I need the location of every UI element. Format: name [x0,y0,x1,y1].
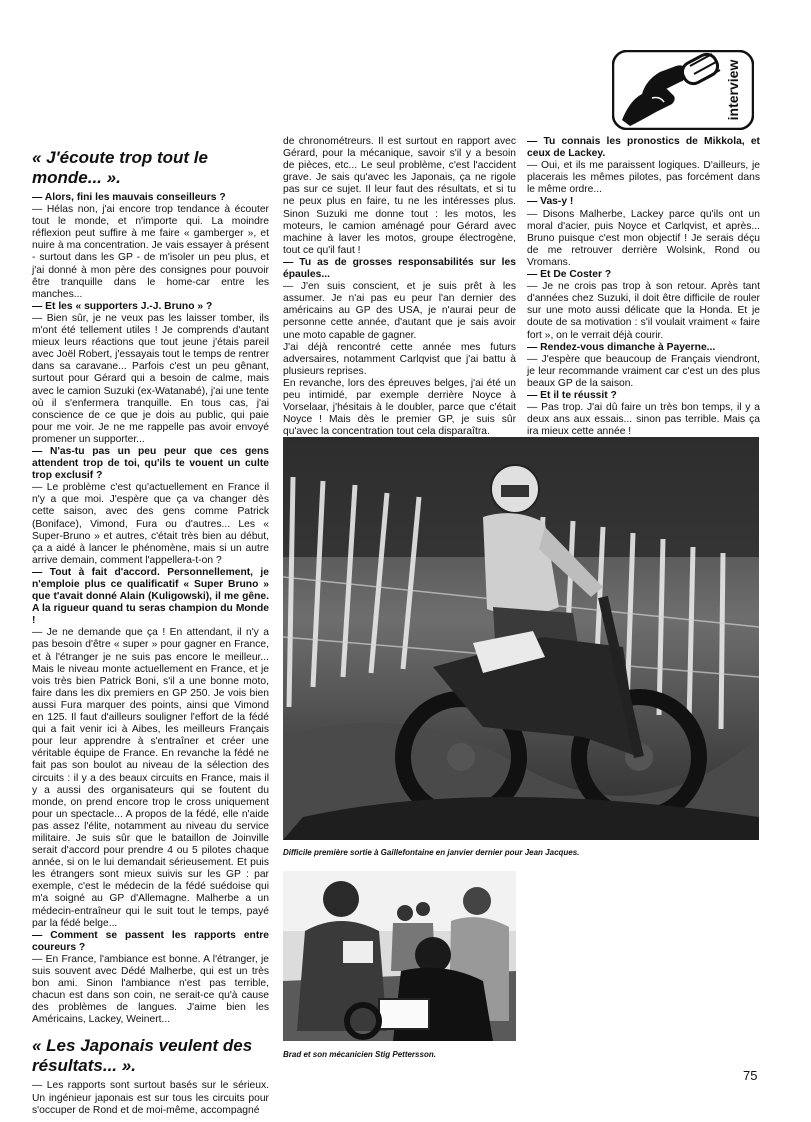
interview-answer: — Disons Malherbe, Lackey parce qu'ils ont un moral d'acier, puis Noyce et Carlqvist, et après... Bruno puisque c'est mon objectif ! Je serais déçu de me retrouver derrière Wolsink, Rond ou Vromans. [527,208,760,268]
interview-answer: — J'espère que beaucoup de Français viendront, je leur recommande vraiment car c'est un des plus beaux GP de la saison. [527,353,760,389]
interview-answer: J'ai déjà rencontré cette année mes futurs adversaires, notamment Carlqvist que j'ai battu à plusieurs reprises. [283,341,516,377]
interview-answer: — Hélas non, j'ai encore trop tendance à écouter tout le monde, et n'importe qui. La moindre réflexion peut suffire à me faire « gamberger », et nuire à ma concentration. Je vais essayer à présent - surtout dans les GP - de m'isoler un peu plus, et j'ai donné à mon père des consignes pour pouvoir être tranquille dans le home-car entre les manches... [32,204,269,300]
interview-answer: — Oui, et ils me paraissent logiques. D'ailleurs, je placerais les mêmes pilotes, pas forcément dans le même ordre... [527,160,760,196]
interview-question: — Rendez-vous dimanche à Payerne... [527,341,716,353]
section-heading-2: « Les Japonais veulent des résultats... ». [32,1036,253,1076]
mechanic-image [283,871,516,1041]
interview-question: — Alors, fini les mauvais conseilleurs ? [32,192,226,203]
column-2-paragraphs [283,136,516,438]
motocross-rider-image [283,437,759,840]
page-number: 75 [743,1068,758,1083]
article-column-1 [32,148,269,1117]
interview-answer: — Les rapports sont surtout basés sur le sérieux. Un ingénieur japonais est sur tous les circuits pour s'occuper de Rond et de moi-même, accompagné [32,1080,269,1116]
interview-badge [612,50,754,130]
main-photo-caption: Difficile première sortie à Gaillefontaine en janvier dernier pour Jean Jacques. [283,848,580,857]
article-column-3 [527,136,760,438]
interview-question: — N'as-tu pas un peu peur que ces gens attendent trop de toi, qu'ils te vouent un culte trop exclusif ? [32,445,269,482]
interview-question: — Tout à fait d'accord. Personnellement, je n'emploie plus ce qualificatif « Super Bruno » que t'avait donné Alain (Kuligowski), il me gêne. A la rigueur quand tu seras champion du Monde ! [32,566,269,627]
main-photo [283,437,759,840]
interview-answer: — J'en suis conscient, et je suis prêt à les assumer. Je n'ai pas eu peur l'an dernier des américains au GP des USA, je n'aurai peur de personne cette année, d'autant que je sais avoir une moto capable de gagner. [283,281,516,341]
interview-answer: — Je ne crois pas trop à son retour. Après tant d'années chez Suzuki, il doit être difficile de rouler sur une moto aussi délicate que la Honda. Et je doute de sa motivation : s'il voulait vraiment « faire fort », on le verrait déjà courir. [527,281,760,341]
interview-answer: — Le problème c'est qu'actuellement en France il n'y a que moi. J'espère que ça va changer dès cette saison, avec des gens comme Patrick (Boniface), Vimond, Fura ou d'autres... Les « Super-Bruno » et autres, c'était très bien au début, ça a aidé à lancer le phénomène, mais si un autre arrive demain, comment l'appellera-t-on ? [32,482,269,566]
second-photo-caption: Brad et son mécanicien Stig Pettersson. [283,1050,436,1059]
interview-question: — Et les « supporters J.-J. Bruno » ? [32,300,213,312]
interview-answer: de chronométreurs. Il est surtout en rapport avec Gérard, pour la mécanique, savoir s'il y a besoin de pièces, etc... Le seul problème, c'est l'accident grave. Je sais qu'avec les Japonais, ça ne rigole pas sur ce sujet. Il leur faut des résultats, et si tu ne peux plus en faire, tu ne les intéresses plus. Sinon Suzuki me donne tout : les motos, les moteurs, le camion aménagé pour Gérard avec machine à laver les motos, groupe électrogène, tout ce qu'il faut ! [283,136,516,256]
interview-answer: En revanche, lors des épreuves belges, j'ai été un peu intimidé, par exemple derrière Noyce à Vorselaar, j'hésitais à le doubler, parce que c'était Noyce ! Mais dès le premier GP, je suis sûr qu'avec la concentration tout cela disparaîtra. [283,377,516,438]
interview-answer: — Je ne demande que ça ! En attendant, il n'y a pas besoin d'être « super » pour gagner en France, et à l'étranger je ne suis pas encore le meilleur... Mais le niveau monte actuellement en France, et je vois très bien Patrick Boni, s'il a une bonne moto, faire dans les dix premiers en GP 250. Je vois bien aussi Fura marquer des points, ainsi que Vimond en 125. Il faut d'ailleurs souligner l'effort de la fédé qui a fait venir ici à Aibes, les meilleurs Français pour leur apprendre à s'entraîner et créer une véritable équipe de France. En revanche la fédé ne fait pas son boulot au niveau de la sélection des circuits : il y a des beaux circuits en France, mais il y a aussi des organisateurs qui se foutent du monde, on prend encore trop le cross uniquement pour un spectacle... A propos de la fédé, elle n'aide pas assez l'élite, notamment au niveau du service militaire. Je suis sûr que le bataillon de Joinville serait d'accord pour prendre 4 ou 5 pilotes chaque année, si on le lui demandait sérieusement. Et puis les étrangers sont mieux suivis sur les GP : par exemple, c'est le médecin de la fédé suédoise qui m'a soigné au GP d'Allemagne. Malherbe a un médecin-entraîneur qui le suit tout le temps, payé par la fédé belge... [32,627,269,929]
interview-answer: — Pas trop. J'ai dû faire un très bon temps, il y a deux ans aux essais... sinon pas terrible. Mais ça ira mieux cette année ! [527,402,760,438]
interview-question: — Et il te réussit ? [527,389,617,401]
second-photo [283,871,516,1041]
interview-question: — Tu connais les pronostics de Mikkola, et ceux de Lackey. [527,136,760,160]
interview-question: — Vas-y ! [527,196,574,208]
column-1-paragraphs [32,192,269,1026]
badge-label: interview [725,59,741,121]
column-1-paragraphs-2 [32,1080,269,1116]
column-3-paragraphs [527,136,760,438]
interview-question: — Comment se passent les rapports entre coureurs ? [32,929,269,953]
interview-question: — Et De Coster ? [527,269,612,281]
interview-answer: — Bien sûr, je ne veux pas les laisser tomber, ils m'ont été tellement utiles ! Je comprends d'autant mieux leurs réactions que tout jeune j'étais pareil avec Joël Robert, j'essayais tout le temps de rentrer dans sa caravane... Parfois c'est un peu gênant, surtout pour Gérard qui a besoin de calme, mais avec le camion Suzuki (ex-Watanabé), j'ai une tente où il s'enfermera tranquille. En tous cas, j'ai conscience de ce que je dois au public, qui paie pour me voir. Je ne me rappelle pas avoir envoyé promener un supporter... [32,312,269,445]
interview-question: — Tu as de grosses responsabilités sur les épaules... [283,256,516,281]
section-heading: « J'écoute trop tout le monde... ». [32,148,208,187]
article-column-2 [283,136,516,438]
interview-answer: — En France, l'ambiance est bonne. A l'étranger, je suis souvent avec Dédé Malherbe, qui est un très bon ami. Sinon l'ambiance n'est pas terrible, chacun est dans son coin, ne serait-ce qu'à cause des problèmes de langues. J'aime bien les Américains, Lackey, Weinert... [32,953,269,1026]
